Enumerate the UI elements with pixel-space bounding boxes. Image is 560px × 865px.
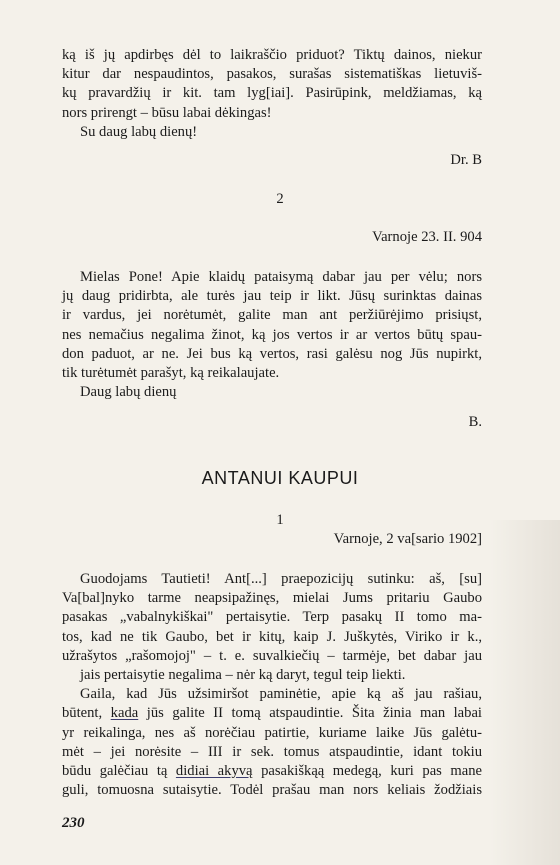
closing-salutation: Su daug labų dienų!: [80, 123, 198, 140]
text-line: jais pertaisytie negalima – nėr ką daryt, tegul teip liekti.: [80, 666, 406, 683]
section-heading: ANTANUI KAUPUI: [201, 468, 359, 488]
text-line: jų daug pridirbta, ale turės jau teip ir likt. Jūsų surinktas dainas: [62, 288, 482, 305]
letter-number: 1: [276, 512, 284, 528]
text-line: nes nemačius negalima žinot, ką jos vertos ir ar vertos būtų spau-: [62, 326, 482, 343]
place-date: Varnoje 23. II. 904: [372, 229, 482, 245]
text-segment: būdu galėčiau tą: [62, 762, 168, 779]
text-line: Mielas Pone! Apie klaidų pataisymą dabar jau per vėlu; nors: [80, 269, 482, 285]
underlined-word: kada: [110, 705, 139, 722]
text-line: don paduot, ar ne. Jei bus ką vertos, rasi galėsu nog Jūs nupirkt,: [62, 345, 482, 362]
text-line: kų pravardžių ir kit. tam lyg[iai]. Pasirūpink, meldžiamas, ką: [62, 85, 482, 102]
text-line: tik turėtumėt parašyt, ką reikalaujate.: [62, 364, 280, 381]
text-line: pasakas „vabalnykiškai" pertaisytie. Terp pasakų II tomo ma-: [62, 609, 482, 626]
letter-1-closing: [62, 46, 482, 142]
page-number: 230: [62, 815, 85, 831]
signature: Dr. B: [450, 152, 482, 168]
text-line: užrašytos „rašomojoj" – t. e. suvalkiečių – tarmėje, bet dabar jau: [62, 647, 482, 664]
text-line: ką iš jų apdirbęs dėl to laikraščio priduot? Tiktų dainos, niekur: [62, 47, 482, 63]
text-segment: būtent,: [62, 705, 103, 722]
underlined-phrase: didiai akyvą: [175, 762, 253, 779]
text-segment: pasakiškąą medegą, kuri pas mane: [261, 762, 482, 779]
text-line: ir vardus, jei norėtumėt, galite man ant peržiūrėjimo prisiųst,: [62, 307, 482, 324]
letter-2-body: [62, 268, 482, 402]
signature: B.: [468, 414, 482, 430]
closing-salutation: Daug labų dienų: [80, 384, 177, 401]
text-line: mėt – jei norėsite – III ir sek. tomus atspaudintie, idant tokiu: [62, 743, 482, 760]
letter-3-body: [62, 570, 482, 800]
text-line: Gaila, kad Jūs užsimiršot paminėtie, apie ką aš jau rašiau,: [80, 686, 482, 703]
text-line: tos, kad ne tik Gaubo, bet ir kitų, kaip J. Juškytės, Viriko ir k.,: [62, 628, 482, 645]
letter-number: 2: [276, 191, 284, 207]
text-line: guli, tomuosna sutaisytie. Todėl prašau man nors keliais žodžiais: [62, 782, 482, 799]
page-shadow: [490, 520, 560, 865]
text-line: Guodojams Tautieti! Ant[...] praepozicijų sutinku: aš, [su]: [80, 571, 482, 587]
text-line: nors prirengt – būsu labai dėkingas!: [62, 104, 272, 121]
text-line: [62, 704, 482, 723]
text-segment: jūs galite II tomą atspaudintie. Šita žinia man labai: [146, 705, 482, 722]
text-line: kitur dar nespaudintos, pasakos, surašas sistematiškas lietuviš-: [62, 66, 482, 83]
place-date: Varnoje, 2 va[sario 1902]: [333, 531, 482, 547]
text-line: [62, 762, 482, 781]
text-line: yr reikalinga, nes aš norėčiau patirtie, kuriame laike Jūs galėtu-: [62, 724, 482, 741]
text-line: Va[bal]nyko tarme neapsipažinęs, mielai Jums pritariu Gaubo: [62, 590, 482, 607]
